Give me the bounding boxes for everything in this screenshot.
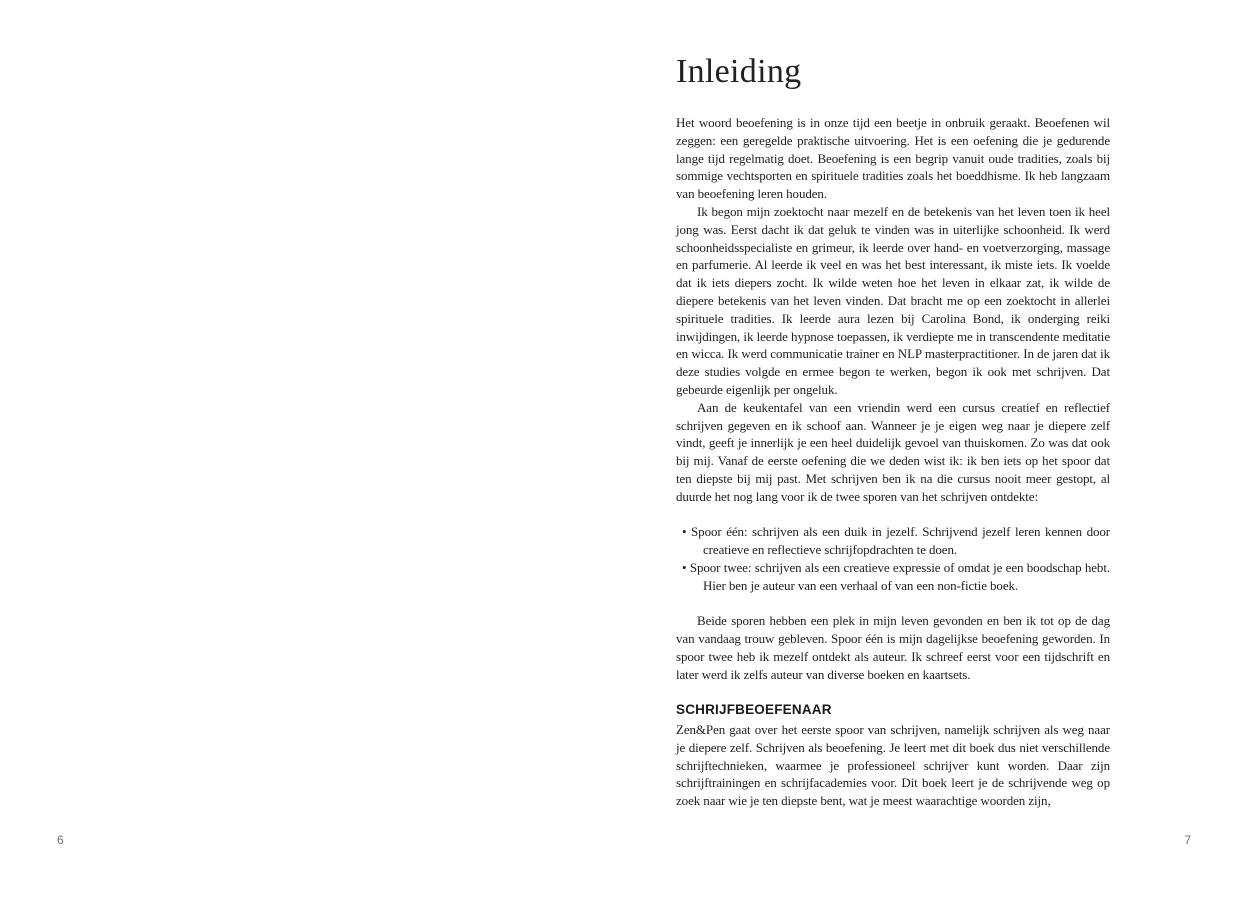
section-heading: SCHRIJFBEOEFENAAR <box>676 702 832 718</box>
page-number-right: 7 <box>1184 833 1191 847</box>
body-paragraph: Ik begon mijn zoektocht naar mezelf en de betekenis van het leven toen ik heel jong was. Eerst dacht ik dat geluk te vinden was in uiterlijke schoonheid. Ik werd schoonheidsspecialiste en grimeur, ik leerde over hand- en voetverzorging, massage en parfumerie. Al leerde ik veel en was het best interessant, ik miste iets. Ik voelde dat ik iets diepers zocht. Ik wilde weten hoe het leven in elkaar zat, ik wilde de diepere betekenis van het leven vinden. Dat bracht me op een zoektocht in allerlei spirituele tradities. Ik leerde aura lezen bij Carolina Bond, ik onderging reiki inwijdingen, ik leerde hypnose toepassen, ik verdiepte me in transcendente meditatie en wicca. Ik werd communicatie trainer en NLP masterpractitioner. In de jaren dat ik deze studies volgde en ermee begon te werken, begon ik ook met schrijven. Dat gebeurde eigenlijk per ongeluk. <box>676 203 1110 397</box>
page-body <box>676 114 1110 810</box>
text-column <box>676 52 1110 810</box>
page-number-left: 6 <box>57 833 64 847</box>
body-paragraph: Aan de keukentafel van een vriendin werd een cursus creatief en reflectief schrijven gegeven en ik schoof aan. Wanneer je je eigen weg naar je diepere zelf vindt, geeft je innerlijk je een heel duidelijk gevoel van thuiskomen. Zo was dat ook bij mij. Vanaf de eerste oefening die we deden wist ik: ik ben iets op het spoor dat ten diepste bij mij past. Met schrijven ben ik na die cursus nooit meer gestopt, al duurde het nog lang voor ik de twee sporen van het schrijven ontdekte: <box>676 399 1110 504</box>
chapter-title: Inleiding <box>676 53 802 90</box>
body-paragraph: Het woord beoefening is in onze tijd een beetje in onbruik geraakt. Beoefenen wil zeggen: een geregelde praktische uitvoering. Het is een oefening die je gedurende lange tijd regelmatig doet. Beoefening is een begrip vanuit oude tradities, zoals bij sommige vechtsporten en spirituele tradities zoals het boeddhisme. Ik heb langzaam van beoefening leren houden. <box>676 115 1110 202</box>
bullet-list <box>676 523 1110 594</box>
body-paragraph: Beide sporen hebben een plek in mijn leven gevonden en ben ik tot op de dag van vandaag trouw gebleven. Spoor één is mijn dagelijkse beoefening geworden. In spoor twee heb ik mezelf ontdekt als auteur. Ik schreef eerst voor een tijdschrift en later werd ik zelfs auteur van diverse boeken en kaartsets. <box>676 613 1110 682</box>
bullet-item: • Spoor twee: schrijven als een creatieve expressie of omdat je een boodschap hebt. Hier ben je auteur van een verhaal of van een non-fictie boek. <box>703 559 1110 595</box>
page-right <box>625 0 1250 900</box>
bullet-item: • Spoor één: schrijven als een duik in jezelf. Schrijvend jezelf leren kennen door creatieve en reflectieve schrijfopdrachten te doen. <box>703 523 1110 559</box>
body-paragraph: Zen&Pen gaat over het eerste spoor van schrijven, namelijk schrijven als weg naar je diepere zelf. Schrijven als beoefening. Je leert met dit boek dus niet verschillende schrijftechnieken, waarmee je professioneel schrijver kunt worden. Daar zijn schrijftrainingen en schrijfacademies voor. Dit boek leert je de schrijvende weg op zoek naar wie je ten diepste bent, wat je meest waarachtige woorden zijn, <box>676 722 1110 809</box>
